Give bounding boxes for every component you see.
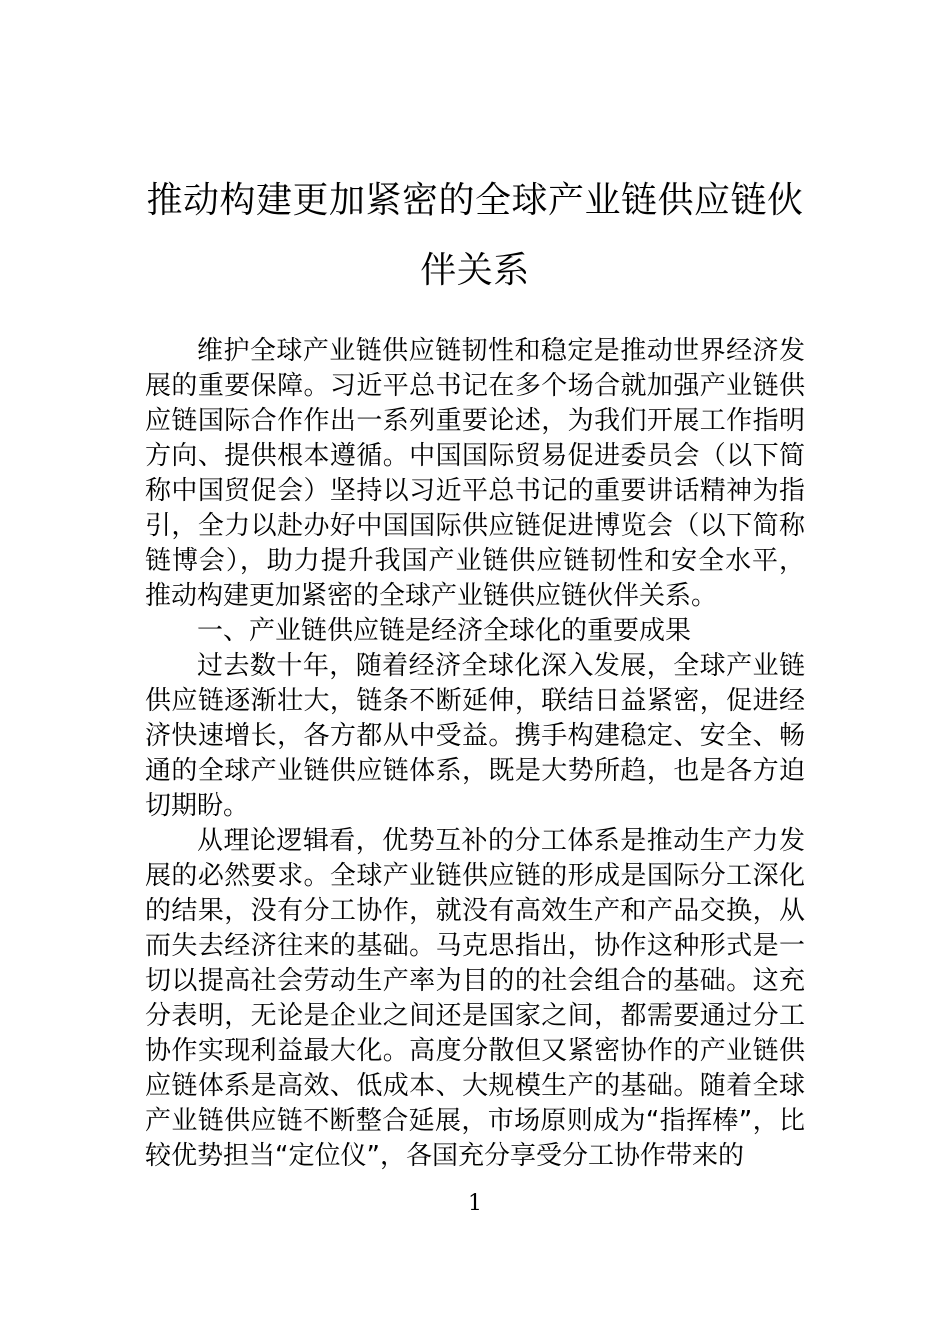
paragraph-section-1-b: 从理论逻辑看，优势互补的分工体系是推动生产力发展的必然要求。全球产业链供应链的形成是国际分工深化的结果，没有分工协作，就没有高效生产和产品交换，从而失去经济往来的基础。马克思指出，协作这种形式是一切以提高社会劳动生产率为目的的社会组合的基础。这充分表明，无论是企业之间还是国家之间，都需要通过分工协作实现利益最大化。高度分散但又紧密协作的产业链供应链体系是高效、低成本、大规模生产的基础。随着全球产业链供应链不断整合延展，市场原则成为“指挥棒”，比较优势担当“定位仪”，各国充分享受分工协作带来的 bbox=[145, 826, 805, 1171]
title-line-1: 推动构建更加紧密的全球产业链供应链伙 bbox=[146, 180, 804, 221]
section-heading-1: 一、产业链供应链是经济全球化的重要成果 bbox=[197, 616, 692, 646]
document-title bbox=[145, 166, 805, 306]
paragraph-intro: 维护全球产业链供应链韧性和稳定是推动世界经济发展的重要保障。习近平总书记在多个场合就加强产业链供应链国际合作作出一系列重要论述，为我们开展工作指明方向、提供根本遵循。中国国际贸易促进委员会（以下简称中国贸促会）坚持以习近平总书记的重要讲话精神为指引，全力以赴办好中国国际供应链促进博览会（以下简称链博会），助力提升我国产业链供应链韧性和安全水平，推动构建更加紧密的全球产业链供应链伙伴关系。 bbox=[145, 336, 805, 611]
page-number: 1 bbox=[468, 1191, 482, 1216]
document-body bbox=[145, 334, 805, 1174]
paragraph-section-1-a: 过去数十年，随着经济全球化深入发展，全球产业链供应链逐渐壮大，链条不断延伸，联结日益紧密，促进经济快速增长，各方都从中受益。携手构建稳定、安全、畅通的全球产业链供应链体系，既是大势所趋，也是各方迫切期盼。 bbox=[145, 651, 805, 821]
title-line-2: 伴关系 bbox=[420, 250, 530, 291]
